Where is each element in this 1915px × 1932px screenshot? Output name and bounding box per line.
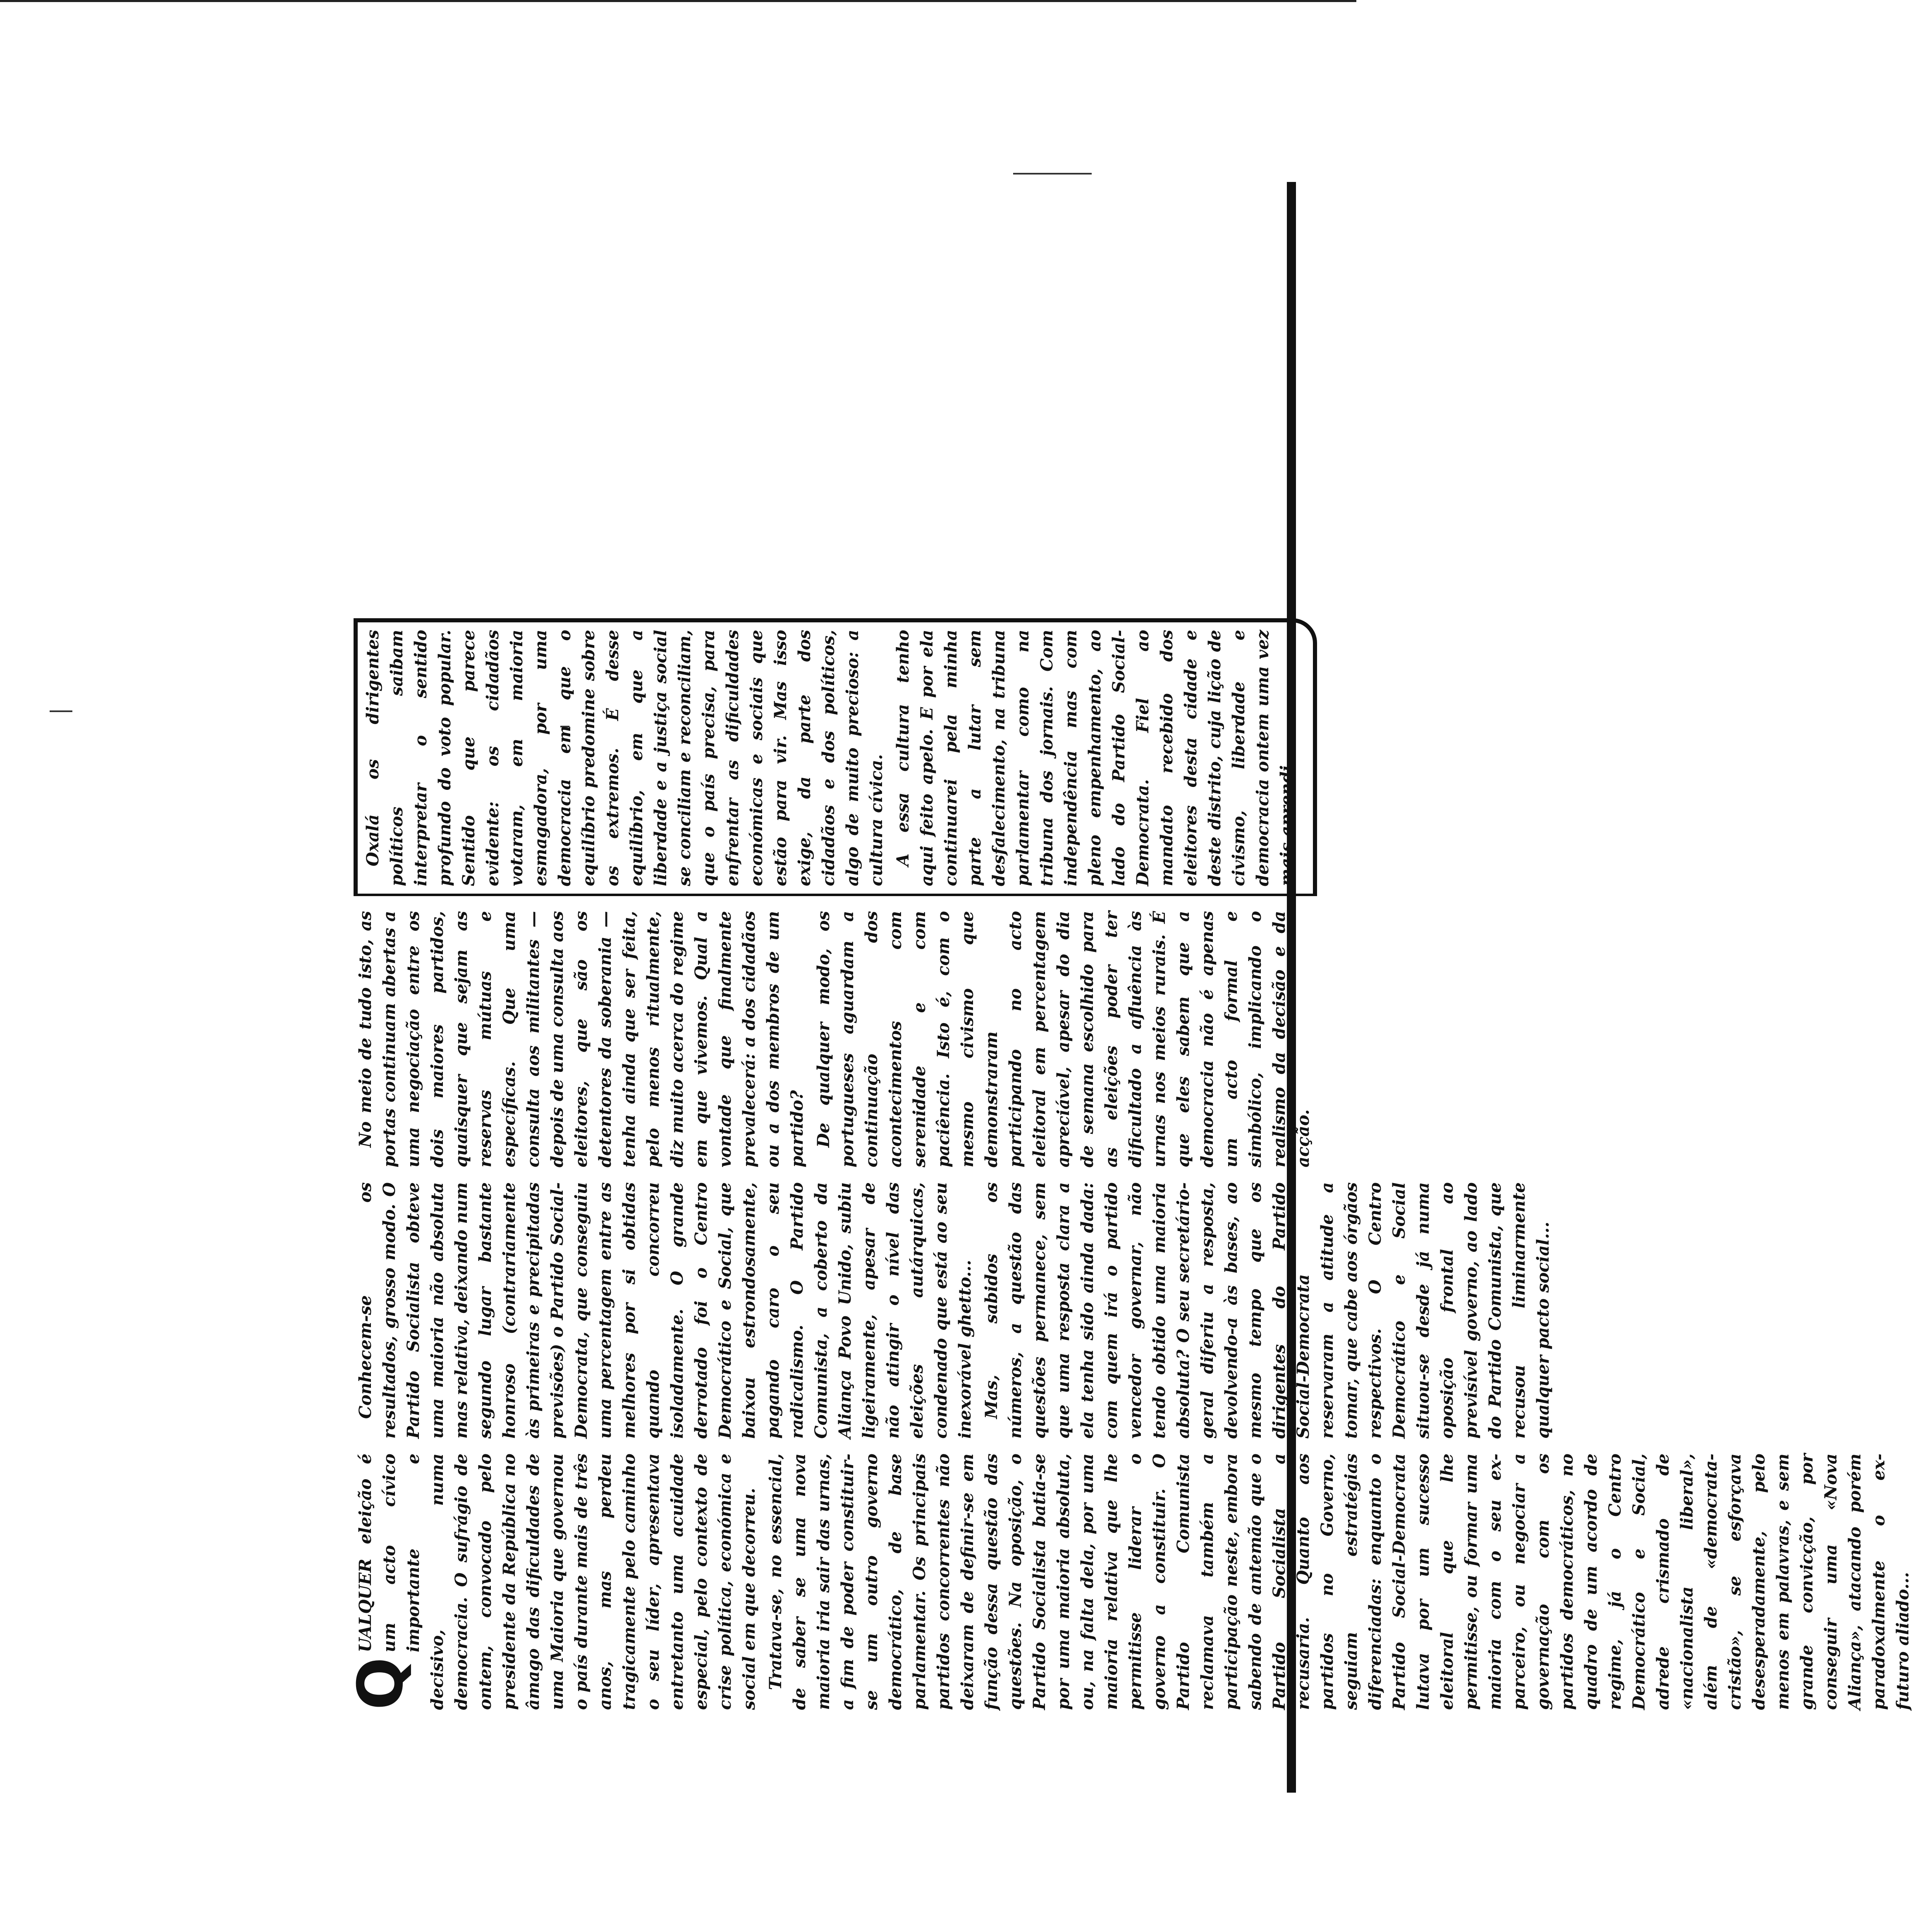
article-columns bbox=[345, 614, 1913, 1714]
scan-top-edge bbox=[0, 0, 1356, 2]
paragraph-6: De qualquer modo, os portugueses aguardam a continuação dos acontecimentos com serenidade e com paciência. Isto é, com o mesmo civismo que demonstraram participando no acto eleitoral em percentagem apreciável, apesar do dia de semana escolhido para as eleições poder ter dificultado a afluência às urnas nos meios rurais. É que eles sabem que a democracia não é apenas um acto formal e simbólico, implicando o realismo da decisão e da acção. bbox=[814, 911, 1313, 1167]
lead-text: UALQUER eleição é um acto cívico importante e decisivo, numa democracia. O sufrágio de ontem, convocado pelo presidente da República no âmago das dificuldades de uma Maioria que governou o país durante mais de três anos, mas perdeu tragicamente pelo caminho o seu líder, apresentava entretanto uma acuidade especial, pelo contexto de crise política, económica e social em que decorreu. bbox=[356, 1454, 759, 1710]
article-column-3 bbox=[354, 911, 1317, 1167]
drop-cap: Q bbox=[345, 1657, 417, 1710]
paragraph-7: Oxalá os dirigentes políticos saibam interpretar o sentido profundo do voto popular. Sentido que parece evidente: os cidadãos votaram, em maioria esmagadora, por uma democracia em que o equilíbrio predomine sobre os extremos. É desse equilíbrio, em que a liberdade e a justiça social se conciliam e reconciliam, que o país precisa, para enfrentar as dificuldades económicas e sociais que estão para vir. Mas isso exige, da parte dos cidadãos e dos políticos, algo de muito precioso: a cultura cívica. bbox=[363, 630, 886, 886]
paragraph-8: A essa cultura tenho aqui feito apelo. E por ela continuarei pela minha parte a lutar sem desfalecimento, na tribuna parlamentar como na tribuna dos jornais. Com independência mas com pleno empenhamento, ao lado do Partido Social-Democrata. Fiel ao mandato recebido dos eleitores desta cidade e deste distrito, cuja lição de civismo, liberdade e democracia ontem uma vez mais aprendi. bbox=[893, 630, 1296, 886]
newspaper-clipping bbox=[345, 614, 1913, 1714]
article-column-1 bbox=[345, 1454, 1913, 1710]
scan-mark bbox=[1013, 173, 1092, 175]
paragraph-3: Conhecem-se os resultados, grosso modo. O Partido Socialista obteve uma maioria não absoluta mas relativa, deixando num segundo lugar bastante honroso (contrariamente às primeiras e precipitadas previsões) o Partido Social-Democrata, que conseguiu uma percentagem entre as melhores por si obtidas quando concorreu isoladamente. O grande derrotado foi o Centro Democrático e Social, que baixou estrondosamente, pagando caro o seu radicalismo. O Partido Comunista, a coberto da Aliança Povo Unido, subiu ligeiramente, apesar de não atingir o nível das eleições autárquicas, condenado que está ao seu inexorável ghetto... bbox=[356, 1182, 975, 1439]
article-column-4-boxed bbox=[354, 618, 1317, 896]
lead-paragraph bbox=[345, 1454, 761, 1710]
paragraph-2: Tratava-se, no essencial, de saber se uma nova maioria iria sair das urnas, a fim de poder constituir-se um outro governo democrático, de base parlamentar. Os principais partidos concorrentes não deixaram de definir-se em função dessa questão das questões. Na oposição, o Partido Socialista batia-se por uma maioria absoluta, ou, na falta dela, por uma maioria relativa que lhe permitisse liderar o governo a constituir. O Partido Comunista reclamava também a participação neste, embora sabendo de antemão que o Partido Socialista a recusaria. Quanto aos partidos no Governo, seguiam estratégias diferenciadas: enquanto o Partido Social-Democrata lutava por um sucesso eleitoral que lhe permitisse, ou formar uma maioria com o seu ex-parceiro, ou negociar a governação com os partidos democráticos, no quadro de um acordo de regime, já o Centro Democrático e Social, adrede crismado de «nacionalista liberal», além de «democrata-cristão», se esforçava desesperadamente, pelo menos em palavras, e sem grande convicção, por conseguir uma «Nova Aliança», atacando porém paradoxalmente o ex-futuro aliado... bbox=[766, 1454, 1913, 1710]
scan-mark bbox=[50, 710, 72, 712]
article-column-2 bbox=[354, 1182, 1553, 1439]
paragraph-5: No meio de tudo isto, as portas continuam abertas a uma negociação entre os dois maiores partidos, quaisquer que sejam as reservas mútuas e específicas. Que uma consulta aos militantes — depois de uma consulta aos eleitores, que são os detentores da soberania — tenha ainda que ser feita, pelo menos ritualmente, diz muito acerca do regime em que vivemos. Qual a vontade que finalmente prevalecerá: a dos cidadãos ou a dos membros de um partido? bbox=[356, 911, 807, 1167]
paragraph-4: Mas, sabidos os números, a questão das questões permanece, sem que uma resposta clara a ela tenha sido ainda dada: com quem irá o partido vencedor governar, não tendo obtido uma maioria absoluta? O seu secretário-geral diferiu a resposta, devolvendo-a às bases, ao mesmo tempo que os dirigentes do Partido Social-Democrata reservaram a atitude a tomar, que cabe aos órgãos respectivos. O Centro Democrático e Social situou-se desde já numa oposição frontal ao previsível governo, ao lado do Partido Comunista, que recusou liminarmente qualquer pacto social... bbox=[982, 1182, 1553, 1439]
